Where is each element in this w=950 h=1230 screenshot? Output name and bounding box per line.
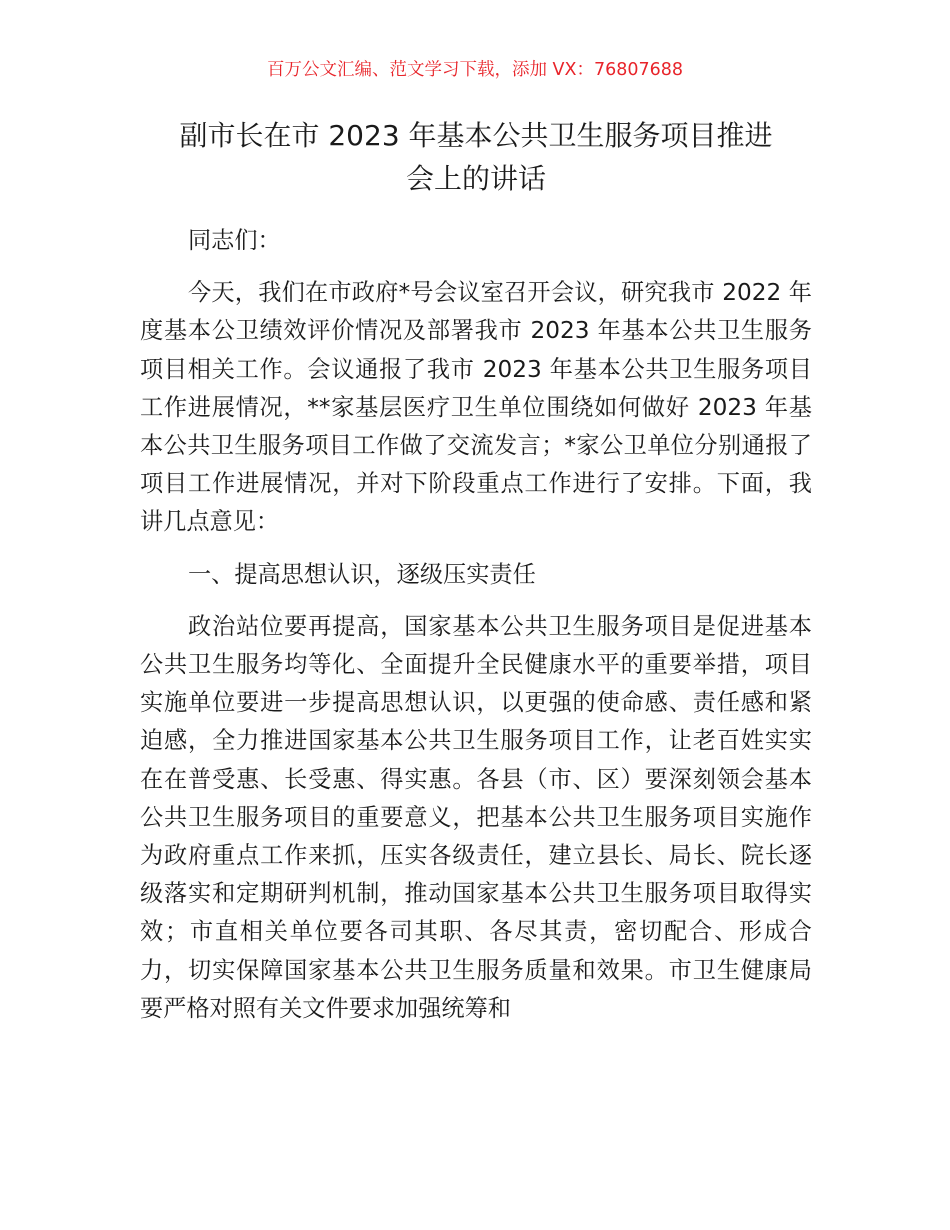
title-line-2: 会上的讲话 [405, 162, 546, 195]
section-heading: 一、提高思想认识，逐级压实责任 [188, 560, 536, 588]
document-title [140, 114, 812, 200]
paragraph-section-1: 政治站位要再提高，国家基本公共卫生服务项目是促进基本公共卫生服务均等化、全面提升全民健康水平的重要举措，项目实施单位要进一步提高思想认识，以更强的使命感、责任感和紧迫感，全力推进国家基本公共卫生服务项目工作，让老百姓实实在在普受惠、长受惠、得实惠。各县（市、区）要深刻领会基本公共卫生服务项目的重要意义，把基本公共卫生服务项目实施作为政府重点工作来抓，压实各级责任，建立县长、局长、院长逐级落实和定期研判机制，推动国家基本公共卫生服务项目取得实效；市直相关单位要各司其职、各尽其责，密切配合、形成合力，切实保障国家基本公共卫生服务质量和效果。市卫生健康局要严格对照有关文件要求加强统筹和 [140, 612, 812, 1022]
paragraph-intro: 今天，我们在市政府*号会议室召开会议，研究我市 2022 年度基本公卫绩效评价情况及部署我市 2023 年基本公共卫生服务项目相关工作。会议通报了我市 2023 年基本公共卫生服务项目工作进展情况，**家基层医疗卫生单位围绕如何做好 2023 年基本公共卫生服务项目工作做了交流发言；*家公卫单位分别通报了项目工作进展情况，并对下阶段重点工作进行了安排。下面，我讲几点意见： [140, 279, 812, 536]
title-line-1: 副市长在市 2023 年基本公共卫生服务项目推进 [179, 119, 773, 152]
header-note: 百万公文汇编、范文学习下载，添加 VX：76807688 [266, 60, 684, 80]
salutation: 同志们： [188, 227, 281, 254]
document-body [140, 222, 812, 1042]
